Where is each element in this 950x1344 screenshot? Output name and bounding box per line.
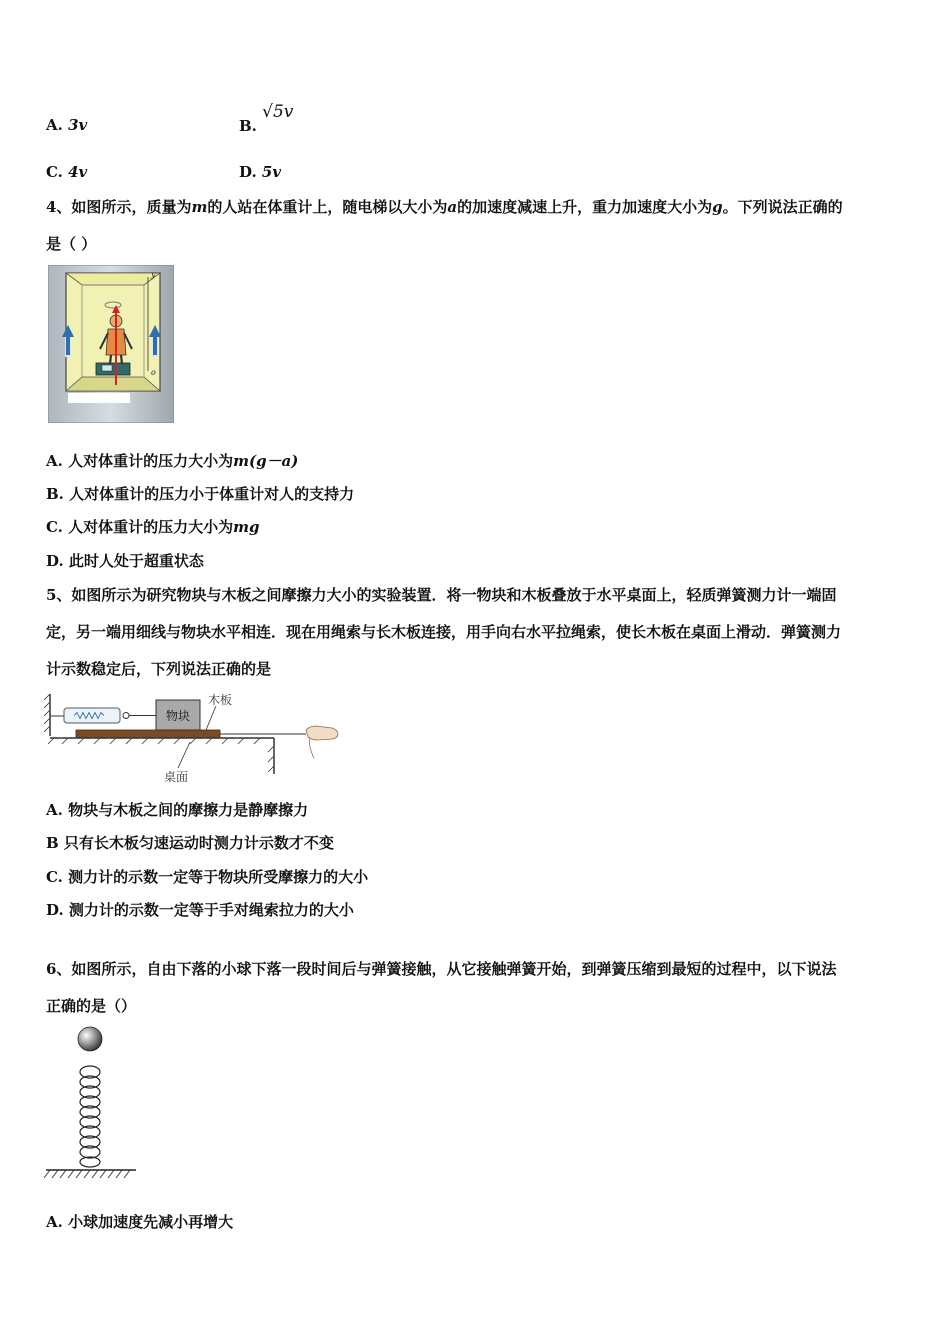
block-label: 物块 xyxy=(165,709,191,723)
ground-hatching xyxy=(44,1170,130,1178)
q3-option-c xyxy=(46,162,87,182)
q5-stem-line3: 计示数稳定后，下列说法正确的是 xyxy=(46,660,272,678)
caption-mask xyxy=(68,393,130,403)
spring xyxy=(80,1066,100,1167)
q6-stem-line2: 正确的是（） xyxy=(46,997,137,1015)
q3-option-d-label: D. xyxy=(239,163,262,181)
q5-option-a: A. 物块与木板之间的摩擦力是静摩擦力 xyxy=(46,801,309,819)
q3-option-c-value: 4v xyxy=(68,163,88,181)
q4-option-c xyxy=(46,517,260,537)
q4-option-a-formula: m(g－a) xyxy=(233,452,299,470)
friction-apparatus-figure xyxy=(44,690,340,786)
q3-option-b-label: B. xyxy=(239,117,263,135)
table-label: 桌面 xyxy=(164,770,189,784)
hand-icon xyxy=(306,726,338,740)
q3-option-b xyxy=(239,102,294,135)
ball-spring-figure xyxy=(44,1024,140,1184)
cabin-ceiling xyxy=(66,273,160,285)
q4-var-g: g xyxy=(712,198,723,216)
q4-stem-text: 。下列说法正确的 xyxy=(722,198,843,216)
spring-scale xyxy=(64,708,120,723)
q4-option-c-formula: mg xyxy=(233,518,260,536)
spring-hook-icon xyxy=(123,713,129,719)
q4-option-a xyxy=(46,451,298,471)
board-label: 木板 xyxy=(208,693,233,707)
q5-stem-line1: 5、如图所示为研究物块与木板之间摩擦力大小的实验装置．将一物块和木板叠放于水平桌面上，轻质弹簧测力计一端固 xyxy=(46,586,837,604)
q3-option-a-value: 3v xyxy=(68,116,88,134)
q4-stem-text: 4、如图所示，质量为 xyxy=(46,198,192,216)
scale-display xyxy=(102,365,112,371)
q3-option-d-value: 5v xyxy=(261,163,282,181)
q5-stem-line2: 定，另一端用细线与物块水平相连．现在用绳索与长木板连接，用手向右水平拉绳索，使长木板在桌面上滑动．弹簧测力 xyxy=(46,623,842,641)
q3-option-b-value: √5v xyxy=(262,102,294,122)
q4-stem-line1 xyxy=(46,197,843,217)
q3-option-a xyxy=(46,115,87,135)
q5-option-d: D. 测力计的示数一定等于手对绳索拉力的大小 xyxy=(46,901,354,919)
q4-stem-text: 的加速度减速上升，重力加速度大小为 xyxy=(457,198,713,216)
q4-var-a: a xyxy=(447,198,458,216)
ball xyxy=(78,1027,102,1051)
wooden-board xyxy=(76,730,220,738)
q5-option-b: B 只有长木板匀速运动时测力计示数才不变 xyxy=(46,834,334,852)
q4-option-a-text: A. 人对体重计的压力大小为 xyxy=(46,452,234,470)
q4-stem-text: 的人站在体重计上，随电梯以大小为 xyxy=(207,198,448,216)
q4-var-m: m xyxy=(191,198,208,216)
q6-stem-line1: 6、如图所示，自由下落的小球下落一段时间后与弹簧接触，从它接触弹簧开始，到弹簧压缩到最短的过程中，以下说法 xyxy=(46,960,837,978)
y-axis-label: y xyxy=(151,270,156,279)
bathroom-scale xyxy=(96,363,130,375)
q3-option-c-label: C. xyxy=(46,163,69,181)
q6-option-a: A. 小球加速度先减小再增大 xyxy=(46,1213,234,1231)
elevator-figure xyxy=(48,265,174,423)
q4-option-c-text: C. 人对体重计的压力大小为 xyxy=(46,518,234,536)
q5-option-c: C. 测力计的示数一定等于物块所受摩擦力的大小 xyxy=(46,868,369,886)
origin-label: o xyxy=(151,368,156,377)
q4-stem-line2: 是（ ） xyxy=(46,235,97,253)
q3-option-d xyxy=(239,162,281,182)
q4-option-b: B. 人对体重计的压力小于体重计对人的支持力 xyxy=(46,485,355,503)
q4-option-d: D. 此时人处于超重状态 xyxy=(46,552,204,570)
cabin-floor xyxy=(66,377,160,391)
q3-option-a-label: A. xyxy=(46,116,69,134)
